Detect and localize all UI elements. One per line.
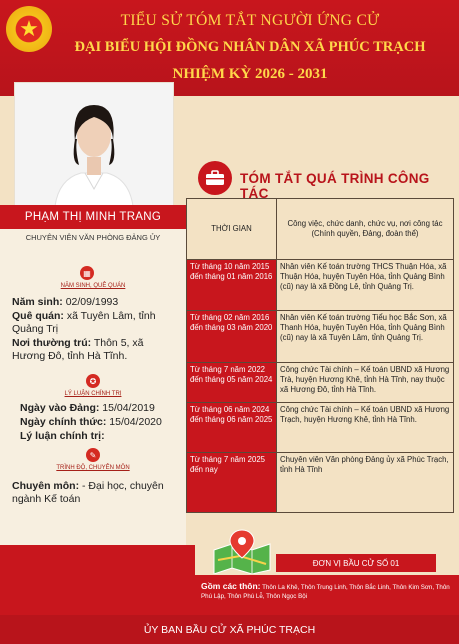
- shield-icon: ✪: [86, 374, 100, 388]
- footer-strip-left: [0, 545, 195, 615]
- row-time: Từ tháng 06 năm 2024 đến tháng 06 năm 2025: [187, 403, 277, 453]
- work-history-table: [186, 198, 454, 513]
- table-row: [187, 363, 454, 403]
- briefcase-icon: [198, 161, 232, 195]
- birth-year-row: Năm sinh: 02/09/1993: [12, 296, 119, 308]
- row-time: Từ tháng 7 năm 2025 đến nay: [187, 453, 277, 513]
- table-row: [187, 260, 454, 311]
- party-official-row: Ngày chính thức: 15/04/2020: [20, 416, 162, 428]
- footer: ỦY BAN BẦU CỬ XÃ PHÚC TRẠCH: [0, 615, 459, 644]
- table-row: [187, 403, 454, 453]
- work-summary-title: TÓM TẮT QUÁ TRÌNH CÔNG TÁC: [240, 171, 430, 201]
- header-time: THỜI GIAN: [187, 199, 277, 260]
- header-detail: Công việc, chức danh, chức vụ, nơi công tác (Chính quyền, Đảng, đoàn thể): [277, 199, 454, 260]
- row-detail: Công chức Tài chính – Kế toán UBND xã Hương Trà, huyện Hương Khê, tỉnh Hà Tĩnh, nay thuộc xã Hương Đô, tỉnh Hà Tĩnh.: [277, 363, 454, 403]
- party-join-row: Ngày vào Đảng: 15/04/2019: [20, 402, 155, 414]
- row-detail: Công chức Tài chính – Kế toán UBND xã Hương Trạch, huyện Hương Khê, tỉnh Hà Tĩnh.: [277, 403, 454, 453]
- district-label: ĐƠN VỊ BẦU CỬ SỐ 01: [276, 554, 436, 572]
- row-time: Từ tháng 7 năm 2022 đến tháng 05 năm 2024: [187, 363, 277, 403]
- table-header-row: [187, 199, 454, 260]
- section-education-label: TRÌNH ĐỘ, CHUYÊN MÔN: [56, 465, 130, 471]
- star-emblem-icon: ★: [6, 6, 52, 52]
- row-time: Từ tháng 02 năm 2016 đến tháng 03 năm 2020: [187, 311, 277, 363]
- candidate-position: CHUYÊN VIÊN VĂN PHÒNG ĐẢNG ỦY: [25, 233, 161, 242]
- table-row: [187, 453, 454, 513]
- table-row: [187, 311, 454, 363]
- row-detail: Nhân viên Kế toán trường Tiểu học Bắc Sơn, xã Thanh Hóa, huyện Tuyên Hóa, tỉnh Quảng Bình (cũ) nay là xã Tuyên Lâm, tỉnh Quảng Trị.: [277, 311, 454, 363]
- district-includes: Gồm các thôn: Thôn La Khê, Thôn Trung Linh, Thôn Bắc Linh, Thôn Kim Sơn, Thôn Phú Lập, Thôn Phú Lễ, Thôn Ngọc Bội: [201, 581, 450, 600]
- row-time: Từ tháng 10 năm 2015 đến tháng 01 năm 2016: [187, 260, 277, 311]
- political-theory-row: Lý luận chính trị:: [20, 430, 105, 442]
- title-line-1: TIỂU SỬ TÓM TẮT NGƯỜI ỨNG CỬ: [120, 12, 380, 29]
- section-politics-label: LÝ LUẬN CHÍNH TRỊ: [64, 391, 122, 397]
- map-pin-icon: [210, 528, 274, 574]
- section-birth-label: NĂM SINH, QUÊ QUÁN: [60, 283, 126, 289]
- title-line-2: ĐẠI BIỂU HỘI ĐỒNG NHÂN DÂN XÃ PHÚC TRẠCH: [74, 39, 426, 55]
- residence-row: Nơi thường trú: Thôn 5, xã Hương Đô, tỉnh Hà Tĩnh.: [12, 337, 144, 362]
- candidate-photo: [14, 82, 174, 207]
- title-line-3: NHIỆM KỲ 2026 - 2031: [172, 66, 328, 82]
- hometown-row: Quê quán: xã Tuyên Lâm, tỉnh Quảng Trị: [12, 310, 156, 335]
- candidate-name: PHẠM THỊ MINH TRANG: [0, 205, 186, 229]
- calendar-icon: ▦: [80, 266, 94, 280]
- row-detail: Nhân viên Kế toán trường THCS Thuận Hóa, xã Thuận Hóa, huyện Tuyên Hóa, tỉnh Quảng Bình (cũ) nay là xã Đồng Lê, tỉnh Quảng Trị.: [277, 260, 454, 311]
- specialty-row: Chuyên môn: - Đại học, chuyên ngành Kế toán: [12, 480, 164, 505]
- row-detail: Chuyên viên Văn phòng Đảng ủy xã Phúc Trạch, tỉnh Hà Tĩnh: [277, 453, 454, 513]
- graduation-icon: ✎: [86, 448, 100, 462]
